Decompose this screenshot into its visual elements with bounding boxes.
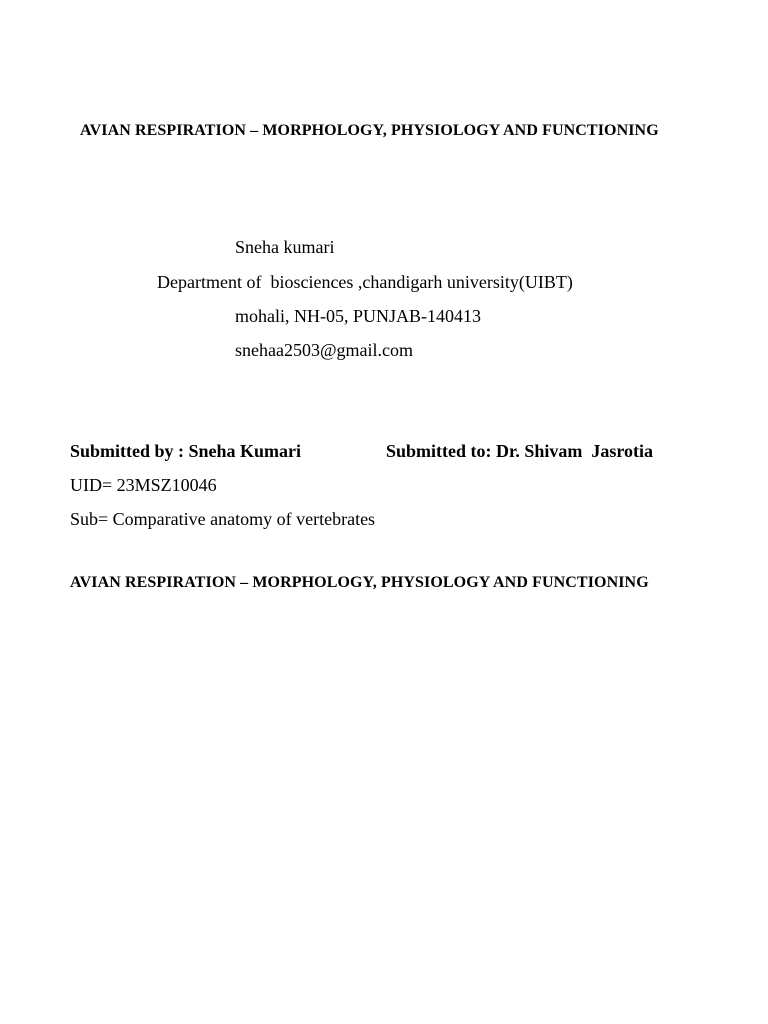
subject-line: Sub= Comparative anatomy of vertebrates — [70, 509, 376, 529]
submitted-by: Submitted by : Sneha Kumari — [70, 441, 302, 461]
author-department: Department of biosciences ,chandigarh university(UIBT) — [157, 272, 573, 292]
author-email: snehaa2503@gmail.com — [235, 340, 414, 360]
document-title: AVIAN RESPIRATION – MORPHOLOGY, PHYSIOLOGY AND FUNCTIONING — [80, 122, 659, 139]
author-address: mohali, NH-05, PUNJAB-140413 — [235, 306, 481, 326]
student-uid: UID= 23MSZ10046 — [70, 475, 217, 495]
author-name: Sneha kumari — [235, 237, 335, 257]
section-title: AVIAN RESPIRATION – MORPHOLOGY, PHYSIOLOGY AND FUNCTIONING — [70, 574, 649, 591]
submitted-to: Submitted to: Dr. Shivam Jasrotia — [386, 441, 654, 461]
